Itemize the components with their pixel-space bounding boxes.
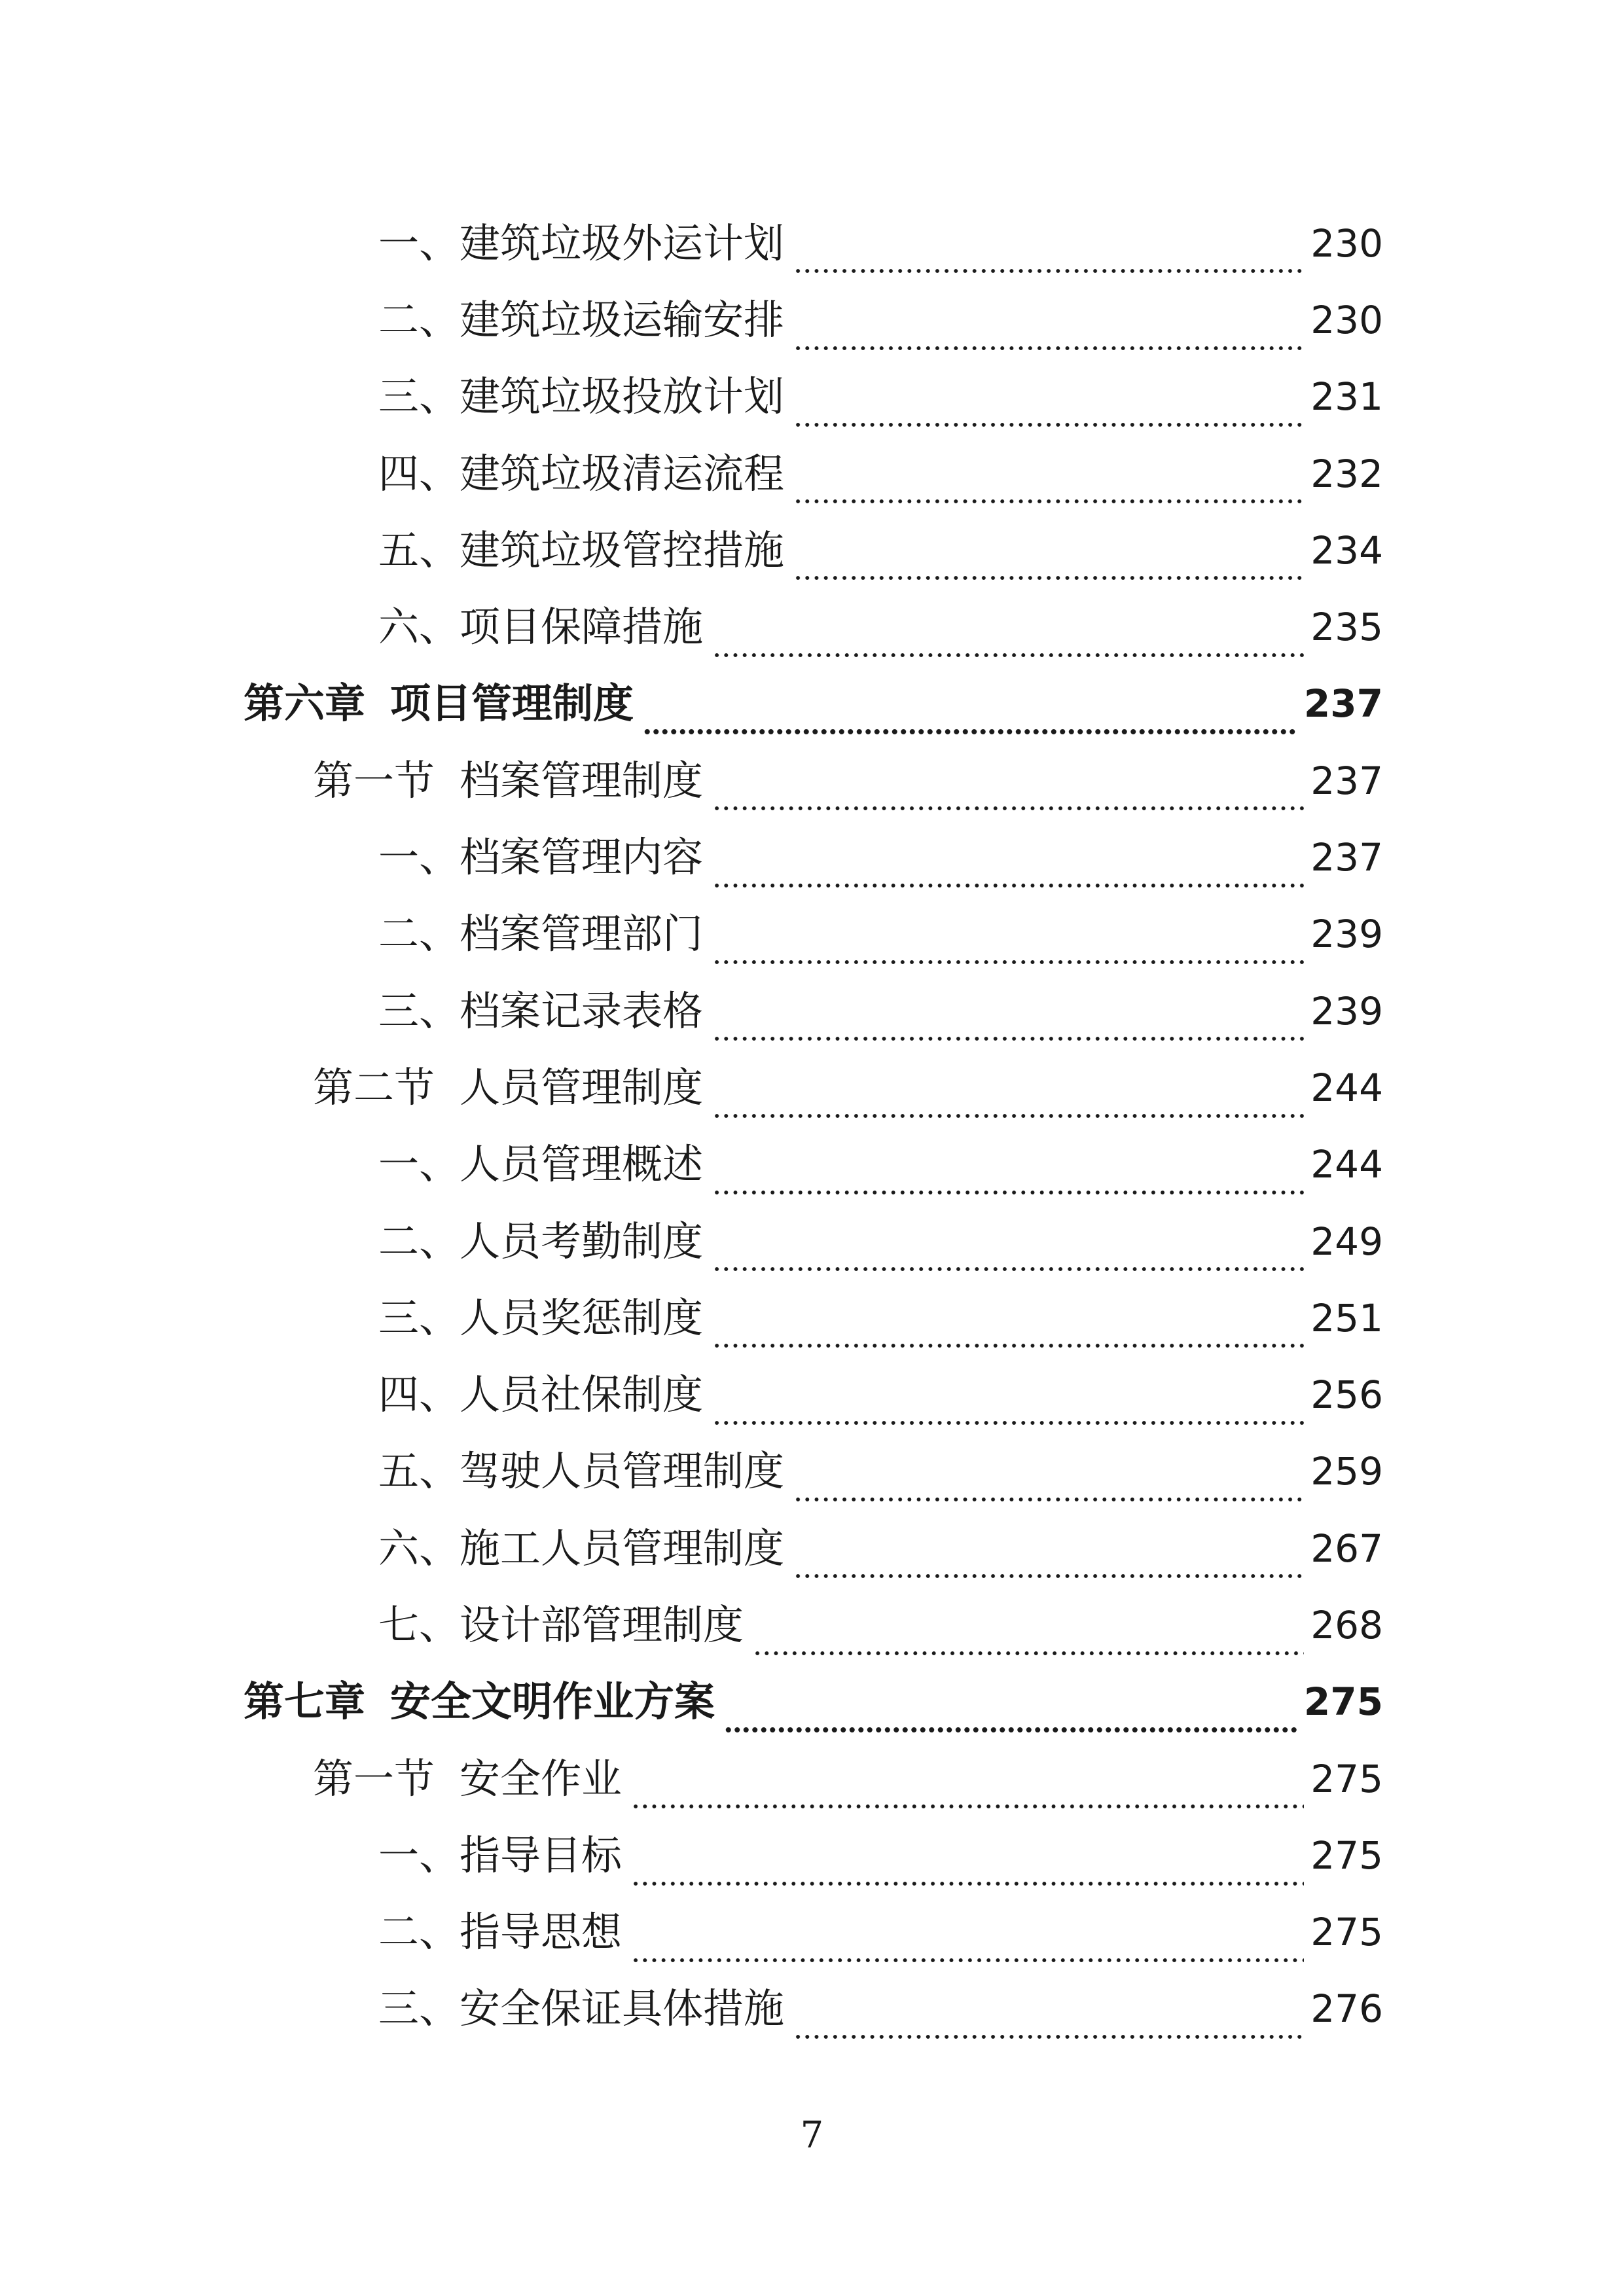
dot-leader [712,1335,1304,1356]
toc-entry-title: 建筑垃圾运输安排 [460,295,785,344]
toc-entry[interactable] [0,1817,1624,1893]
toc-entry-page: 232 [1310,451,1383,496]
toc-entry-title: 项目管理制度 [390,679,634,728]
toc-entry-page: 275 [1310,1910,1383,1955]
toc-entry-page: 239 [1310,912,1383,957]
dot-leader [793,491,1304,512]
toc-entry-title: 指导思想 [460,1908,623,1956]
toc-entry[interactable] [0,1587,1624,1663]
dot-leader [753,1643,1304,1664]
toc-entry-title: 驾驶人员管理制度 [460,1447,785,1496]
toc-entry-prefix: 二、 [378,1908,460,1956]
toc-entry-title: 施工人员管理制度 [460,1524,785,1572]
toc-entry-prefix: 三、 [378,1984,460,2033]
toc-entry-prefix: 一、 [378,833,460,882]
toc-entry-page: 256 [1310,1372,1383,1418]
dot-leader [793,414,1304,435]
toc-chapter-entry[interactable] [0,1664,1624,1740]
dot-leader [712,1412,1304,1433]
toc-entry-title: 安全作业 [460,1754,623,1803]
toc-entry-title: 档案管理部门 [460,910,704,958]
dot-leader [712,875,1304,896]
toc-entry-prefix: 七、 [378,1600,460,1649]
dot-leader [793,1489,1304,1510]
dot-leader [712,1182,1304,1203]
toc-entry-title: 人员考勤制度 [460,1217,704,1265]
dot-leader [793,2026,1304,2047]
toc-entry-page: 244 [1310,1065,1383,1110]
dot-leader [793,1566,1304,1587]
dot-leader [793,567,1304,588]
dot-leader [631,1796,1304,1817]
toc-entry-page: 235 [1310,605,1383,650]
toc-entry-title: 档案记录表格 [460,986,704,1035]
toc-entry-title: 设计部管理制度 [460,1600,744,1649]
toc-entry-prefix: 第一节 [313,756,435,804]
toc-entry[interactable] [0,819,1624,895]
dot-leader [712,1105,1304,1126]
toc-entry-prefix: 第二节 [313,1063,435,1111]
toc-entry-prefix: 二、 [378,910,460,958]
toc-entry[interactable] [0,588,1624,665]
toc-entry-title: 安全保证具体措施 [460,1984,785,2033]
dot-leader [793,338,1304,359]
toc-entry[interactable] [0,1126,1624,1203]
toc-entry-page: 259 [1310,1449,1383,1494]
toc-entry-prefix: 六、 [378,1524,460,1572]
toc-entry-title: 人员奖惩制度 [460,1293,704,1342]
toc-entry[interactable] [0,435,1624,512]
toc-entry-prefix: 六、 [378,603,460,651]
toc-entry-page: 237 [1310,758,1383,803]
toc-entry-prefix: 三、 [378,1293,460,1342]
toc-entry-prefix: 五、 [378,526,460,574]
toc-entry-title: 人员社保制度 [460,1371,704,1419]
toc-entry-title: 建筑垃圾外运计划 [460,219,785,267]
toc-entry[interactable] [0,205,1624,281]
toc-entry[interactable] [0,1203,1624,1280]
toc-entry-prefix: 一、 [378,219,460,267]
toc-entry-title: 档案管理制度 [460,756,704,804]
toc-entry-page: 237 [1310,835,1383,880]
toc-entry-page: 275 [1310,1833,1383,1878]
toc-section-entry[interactable] [0,1049,1624,1126]
dot-leader [712,798,1304,819]
toc-section-entry[interactable] [0,742,1624,819]
toc-entry-page: 275 [1310,1756,1383,1801]
dot-leader [712,1028,1304,1049]
toc-section-entry[interactable] [0,1740,1624,1817]
dot-leader [631,1950,1304,1971]
dot-leader [712,645,1304,666]
dot-leader [793,260,1304,281]
toc-entry[interactable] [0,359,1624,435]
toc-entry-title: 人员管理概述 [460,1140,704,1189]
toc-entry-prefix: 二、 [378,295,460,344]
toc-entry-title: 指导目标 [460,1831,623,1879]
toc-entry-title: 建筑垃圾管控措施 [460,526,785,574]
dot-leader [712,1259,1304,1280]
toc-entry-page: 230 [1310,221,1383,266]
toc-entry-prefix: 二、 [378,1217,460,1265]
toc-entry[interactable] [0,281,1624,358]
toc-entry-page: 251 [1310,1295,1383,1340]
toc-entry[interactable] [0,1510,1624,1587]
toc-entry-page: 231 [1310,374,1383,420]
toc-entry-prefix: 三、 [378,372,460,421]
toc-entry-prefix: 一、 [378,1831,460,1879]
toc-entry-page: 249 [1310,1219,1383,1264]
dot-leader [724,1719,1297,1740]
toc-entry[interactable] [0,1894,1624,1971]
toc-entry-prefix: 四、 [378,1371,460,1419]
toc-entry-page: 234 [1310,528,1383,573]
toc-entry[interactable] [0,1356,1624,1433]
toc-entry-title: 安全文明作业方案 [390,1677,715,1726]
toc-entry-prefix: 第六章 [244,679,366,728]
page-number: 7 [800,2114,824,2157]
toc-entry-title: 建筑垃圾清运流程 [460,449,785,497]
toc-entry[interactable] [0,1280,1624,1356]
dot-leader [643,721,1297,742]
toc-entry-page: 267 [1310,1526,1383,1571]
toc-chapter-entry[interactable] [0,666,1624,742]
toc-entry-prefix: 第一节 [313,1754,435,1803]
toc-entry-prefix: 四、 [378,449,460,497]
toc-entry-prefix: 三、 [378,986,460,1035]
toc-entry-prefix: 第七章 [244,1677,366,1726]
toc-entry[interactable] [0,1971,1624,2047]
toc-entry-page: 244 [1310,1142,1383,1187]
toc-entry-prefix: 一、 [378,1140,460,1189]
toc-entry-page: 239 [1310,988,1383,1033]
dot-leader [712,952,1304,973]
toc-entry[interactable] [0,973,1624,1049]
toc-entry-page: 268 [1310,1602,1383,1647]
toc-entry-page: 237 [1303,681,1383,726]
toc-entry-page: 275 [1303,1679,1383,1725]
toc-entry-page: 276 [1310,1986,1383,2032]
toc-entry-title: 项目保障措施 [460,603,704,651]
toc-entry[interactable] [0,896,1624,973]
dot-leader [631,1873,1304,1894]
table-of-contents [0,205,1624,2047]
toc-entry-title: 人员管理制度 [460,1063,704,1111]
toc-entry[interactable] [0,512,1624,588]
toc-entry-page: 230 [1310,297,1383,342]
toc-entry-prefix: 五、 [378,1447,460,1496]
toc-entry[interactable] [0,1433,1624,1510]
toc-entry-title: 档案管理内容 [460,833,704,882]
toc-entry-title: 建筑垃圾投放计划 [460,372,785,421]
